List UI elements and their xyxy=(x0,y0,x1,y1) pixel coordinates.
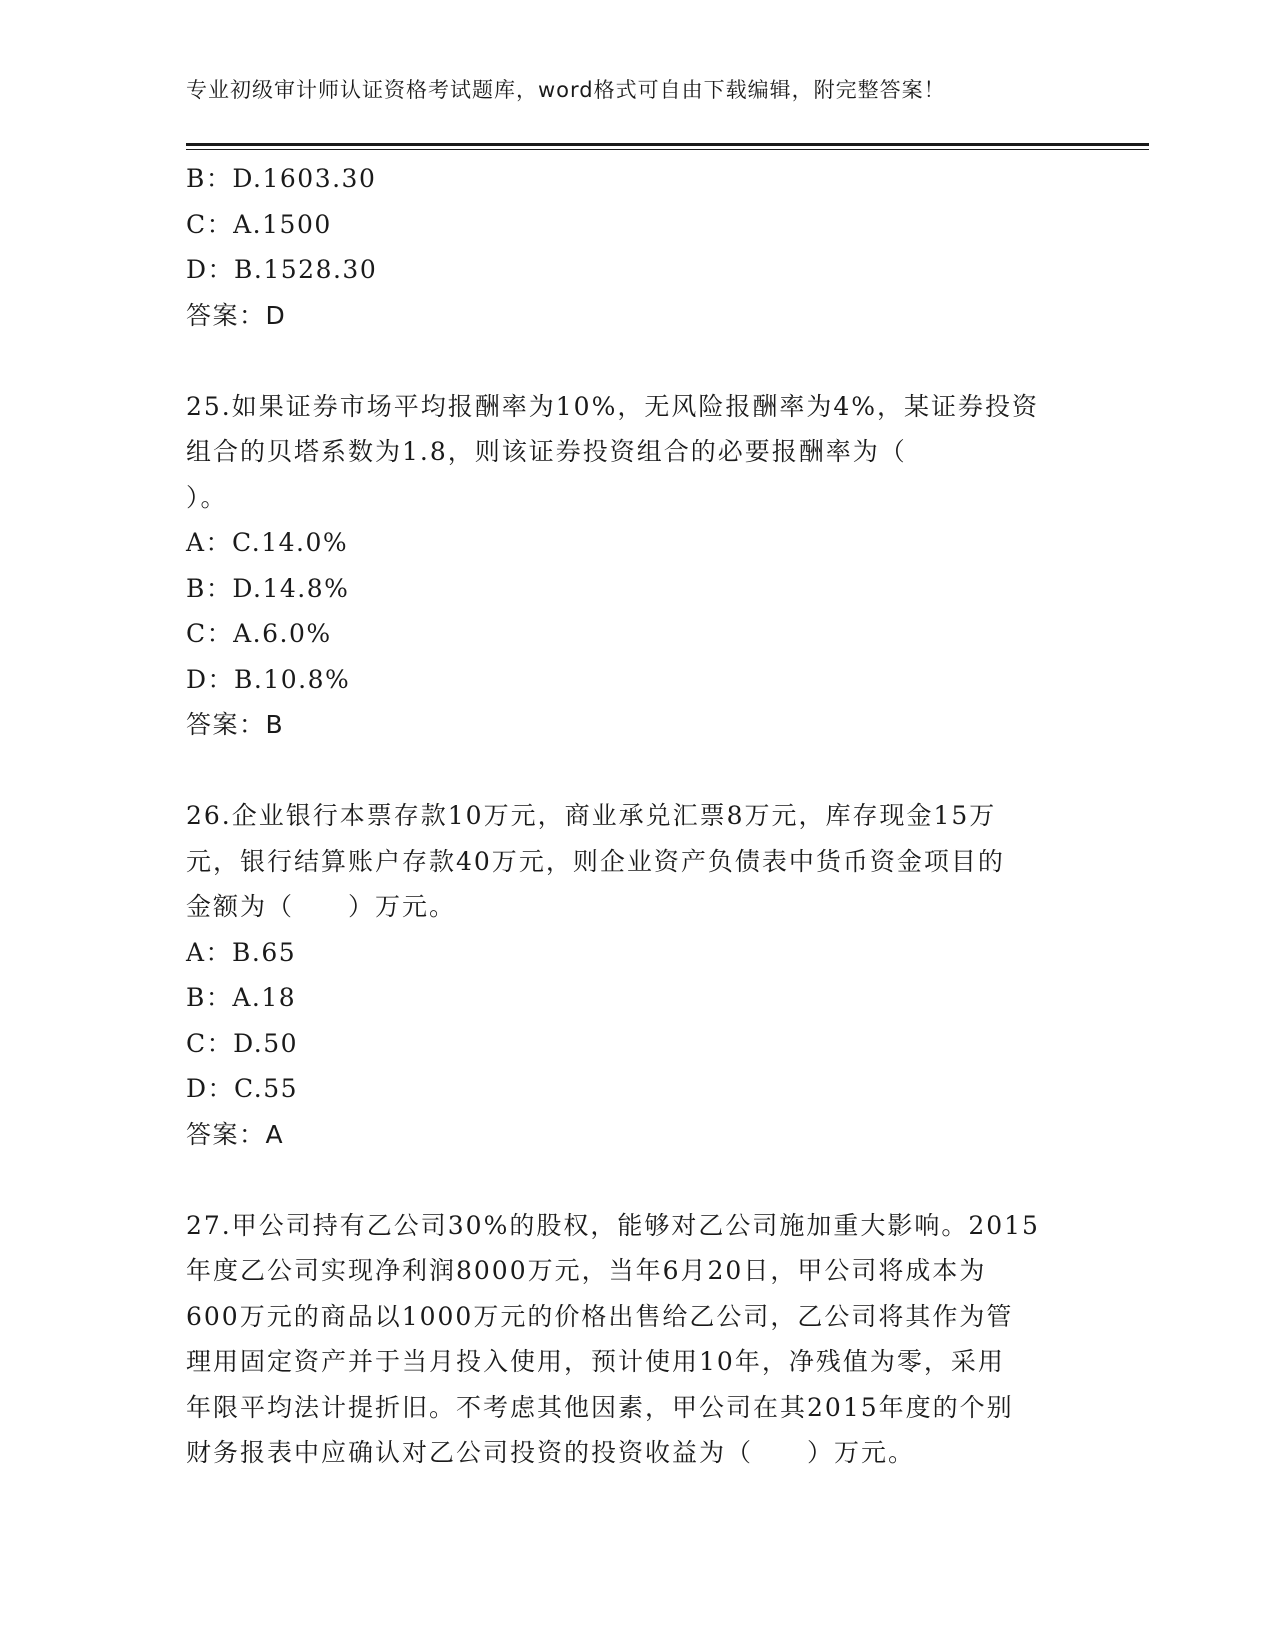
question-text-line: ）。 xyxy=(186,482,228,512)
question-text-line: 元，银行结算账户存款40万元，则企业资产负债表中货币资金项目的 xyxy=(186,846,1005,876)
question-text-line: 600万元的商品以1000万元的价格出售给乙公司，乙公司将其作为管 xyxy=(186,1301,1014,1331)
question-text-line: 理用固定资产并于当月投入使用，预计使用10年，净残值为零，采用 xyxy=(186,1347,1005,1376)
answer-line: 答案：B xyxy=(186,710,285,739)
spacer xyxy=(186,1157,1066,1203)
spacer xyxy=(186,338,1066,384)
question-26 xyxy=(186,793,1066,930)
question-27 xyxy=(186,1203,1066,1476)
question-text-line: 年度乙公司实现净利润8000万元，当年6月20日，甲公司将成本为 xyxy=(186,1256,987,1285)
header-rule-thin xyxy=(186,149,1149,150)
question-text-line: 年限平均法计提折旧。不考虑其他因素，甲公司在其2015年度的个别 xyxy=(186,1392,1014,1422)
question-text-line: 金额为（ ）万元。 xyxy=(186,892,457,921)
prev-question-options xyxy=(186,156,1066,293)
question-25 xyxy=(186,384,1066,521)
option-a: A：B.65 xyxy=(186,937,297,967)
question-text-line: 25.如果证券市场平均报酬率为10%，无风险报酬率为4%，某证券投资 xyxy=(186,391,1039,421)
answer-line: 答案：A xyxy=(186,1119,285,1149)
question-text-line: 27.甲公司持有乙公司30%的股权，能够对乙公司施加重大影响。2015 xyxy=(186,1210,1040,1240)
option-b: B：A.18 xyxy=(186,983,297,1012)
page-content xyxy=(186,156,1066,1476)
option-b: B：D.14.8% xyxy=(186,573,350,603)
question-text-line: 财务报表中应确认对乙公司投资的投资收益为（ ）万元。 xyxy=(186,1438,916,1467)
option-d: D：C.55 xyxy=(186,1074,299,1103)
header-rule-thick xyxy=(186,143,1149,146)
option-c: C：A.6.0% xyxy=(186,619,332,648)
question-text-line: 组合的贝塔系数为1.8，则该证券投资组合的必要报酬率为（ xyxy=(186,437,907,466)
option-a: A：C.14.0% xyxy=(186,528,349,557)
page-header: 专业初级审计师认证资格考试题库，word格式可自由下载编辑，附完整答案！ xyxy=(186,78,946,102)
question-text-line: 26.企业银行本票存款10万元，商业承兑汇票8万元，库存现金15万 xyxy=(186,801,997,830)
option-b: B：D.1603.30 xyxy=(186,164,377,193)
option-d: D：B.10.8% xyxy=(186,664,351,694)
option-d: D：B.1528.30 xyxy=(186,255,378,284)
option-c: C：A.1500 xyxy=(186,209,332,239)
option-c: C：D.50 xyxy=(186,1028,299,1058)
spacer xyxy=(186,748,1066,794)
answer-line: 答案：D xyxy=(186,300,287,330)
